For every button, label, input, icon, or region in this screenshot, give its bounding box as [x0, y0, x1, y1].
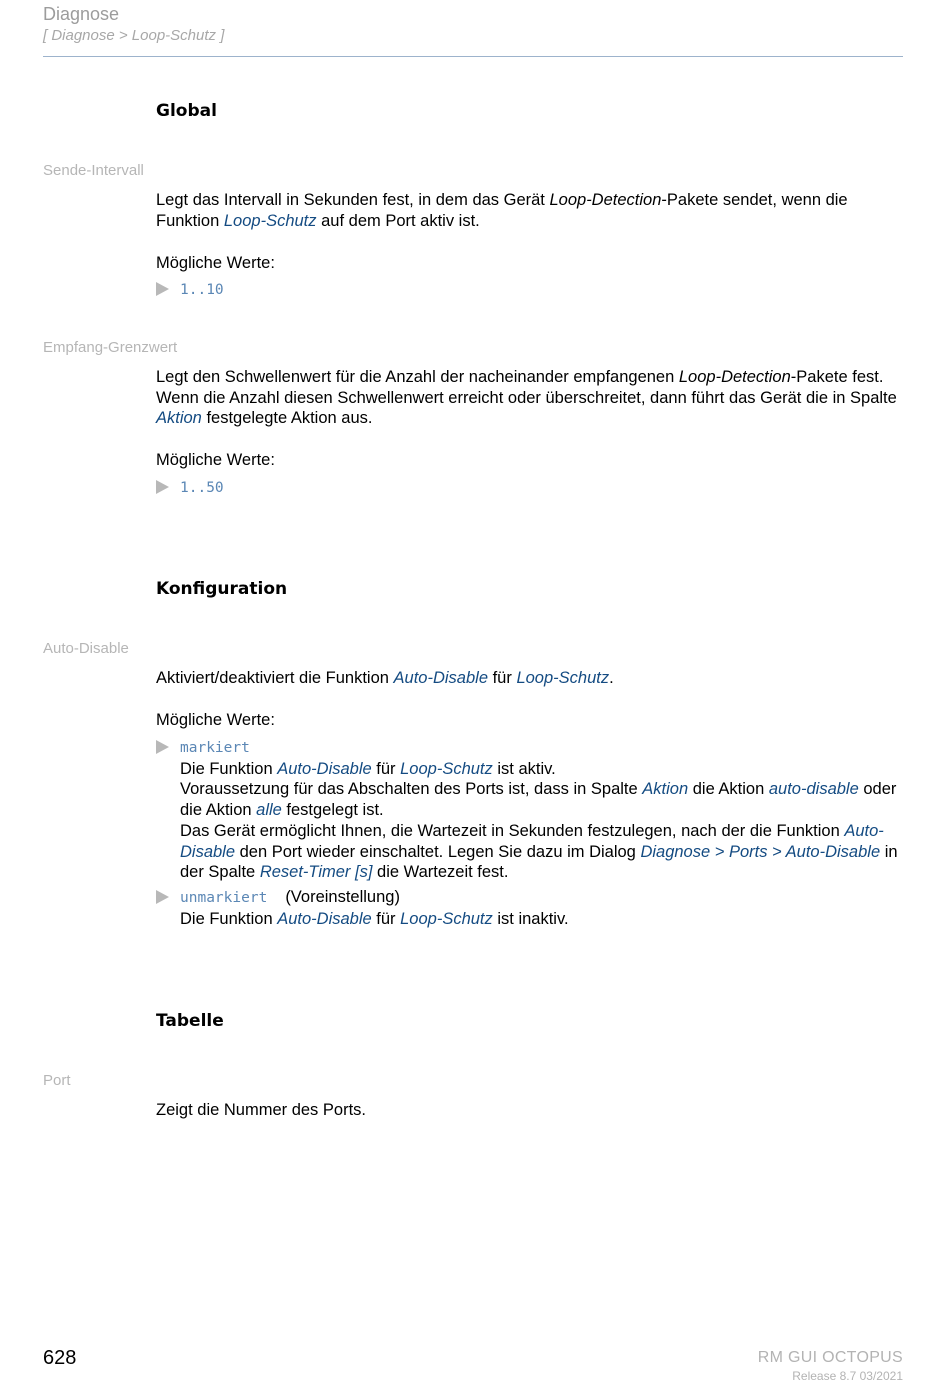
value-range: 1..50: [180, 480, 224, 496]
auto-disable-value-link[interactable]: auto-disable: [768, 780, 859, 799]
value-range-item: [156, 279, 906, 301]
loop-schutz-link[interactable]: Loop-Schutz: [516, 669, 610, 687]
option-description-line: Voraussetzung für das Abschalten des Ports ist, dass in Spalte Aktion die Aktion auto-disable oder die Aktion alle festgelegt ist.: [180, 780, 897, 820]
product-name: RM GUI OCTOPUS: [757, 1349, 903, 1366]
option-description-line: Die Funktion Auto-Disable für Loop-Schutz ist inaktiv.: [180, 909, 569, 928]
section-heading-global: Global: [156, 101, 217, 121]
possible-values-label: Mögliche Werte:: [156, 451, 275, 469]
page-number: 628: [43, 1347, 77, 1369]
option-markiert: [156, 737, 906, 883]
auto-disable-description: Aktiviert/deaktiviert die Funktion Auto-Disable für Loop-Schutz.: [156, 669, 614, 687]
section-heading-tabelle: Tabelle: [156, 1011, 224, 1031]
auto-disable-link[interactable]: Auto-Disable: [180, 821, 884, 861]
default-note: (Voreinstellung): [285, 888, 400, 906]
aktion-link[interactable]: Aktion: [642, 780, 689, 799]
send-interval-description: Legt das Intervall in Sekunden fest, in dem das Gerät Loop-Detection-Pakete sendet, wenn die Funktion Loop-Schutz auf dem Port aktiv ist.: [156, 191, 848, 230]
loop-schutz-link[interactable]: Loop-Schutz: [400, 909, 493, 928]
breadcrumb: [ Diagnose > Loop-Schutz ]: [43, 27, 225, 44]
triangle-bullet-icon: [156, 480, 169, 494]
auto-disable-link[interactable]: Auto-Disable: [277, 909, 372, 928]
option-unmarkiert: [156, 887, 906, 929]
aktion-link[interactable]: Aktion: [156, 409, 202, 428]
option-value: markiert: [180, 740, 250, 756]
alle-value-link[interactable]: alle: [256, 801, 282, 820]
auto-disable-link[interactable]: Auto-Disable: [277, 759, 372, 778]
possible-values-label: Mögliche Werte:: [156, 711, 275, 729]
port-description: Zeigt die Nummer des Ports.: [156, 1101, 366, 1119]
triangle-bullet-icon: [156, 890, 169, 904]
section-heading-konfiguration: Konfiguration: [156, 579, 288, 599]
footer-info: [758, 1349, 903, 1382]
param-label-send-interval: Sende-Intervall: [43, 162, 144, 179]
loop-schutz-link[interactable]: Loop-Schutz: [223, 211, 317, 230]
header-divider: [43, 56, 903, 57]
receive-threshold-description: Legt den Schwellenwert für die Anzahl der nacheinander empfangenen Loop-Detection-Pakete fest. Wenn die Anzahl diesen Schwellenwert erreicht oder überschreitet, dann führt das Gerät die in Spalte Aktion festgelegte Aktion aus.: [156, 368, 897, 428]
option-description-line: Das Gerät ermöglicht Ihnen, die Wartezeit in Sekunden festzulegen, nach der die Funktion Auto-Disable den Port wieder einschaltet. Legen Sie dazu im Dialog Diagnose > Ports > Auto-Disable in der Spalte Reset-Timer [s] die Wartezeit fest.: [180, 821, 898, 882]
dialog-path-link[interactable]: Diagnose > Ports > Auto-Disable: [640, 842, 881, 861]
possible-values-label: Mögliche Werte:: [156, 254, 275, 272]
reset-timer-link[interactable]: Reset-Timer [s]: [259, 863, 373, 882]
triangle-bullet-icon: [156, 282, 169, 296]
auto-disable-link[interactable]: Auto-Disable: [393, 669, 488, 687]
release-info: Release 8.7 03/2021: [792, 1369, 903, 1382]
param-label-port: Port: [43, 1072, 71, 1089]
option-description-line: Die Funktion Auto-Disable für Loop-Schutz ist aktiv.: [180, 759, 556, 778]
triangle-bullet-icon: [156, 740, 169, 754]
page-header: [43, 4, 903, 46]
param-label-receive-threshold: Empfang-Grenzwert: [43, 339, 178, 356]
value-range-item: [156, 477, 906, 499]
header-title: Diagnose: [43, 4, 120, 24]
option-value: unmarkiert: [180, 890, 268, 906]
param-label-auto-disable: Auto-Disable: [43, 640, 129, 657]
loop-schutz-link[interactable]: Loop-Schutz: [400, 759, 493, 778]
value-range: 1..10: [180, 282, 224, 298]
